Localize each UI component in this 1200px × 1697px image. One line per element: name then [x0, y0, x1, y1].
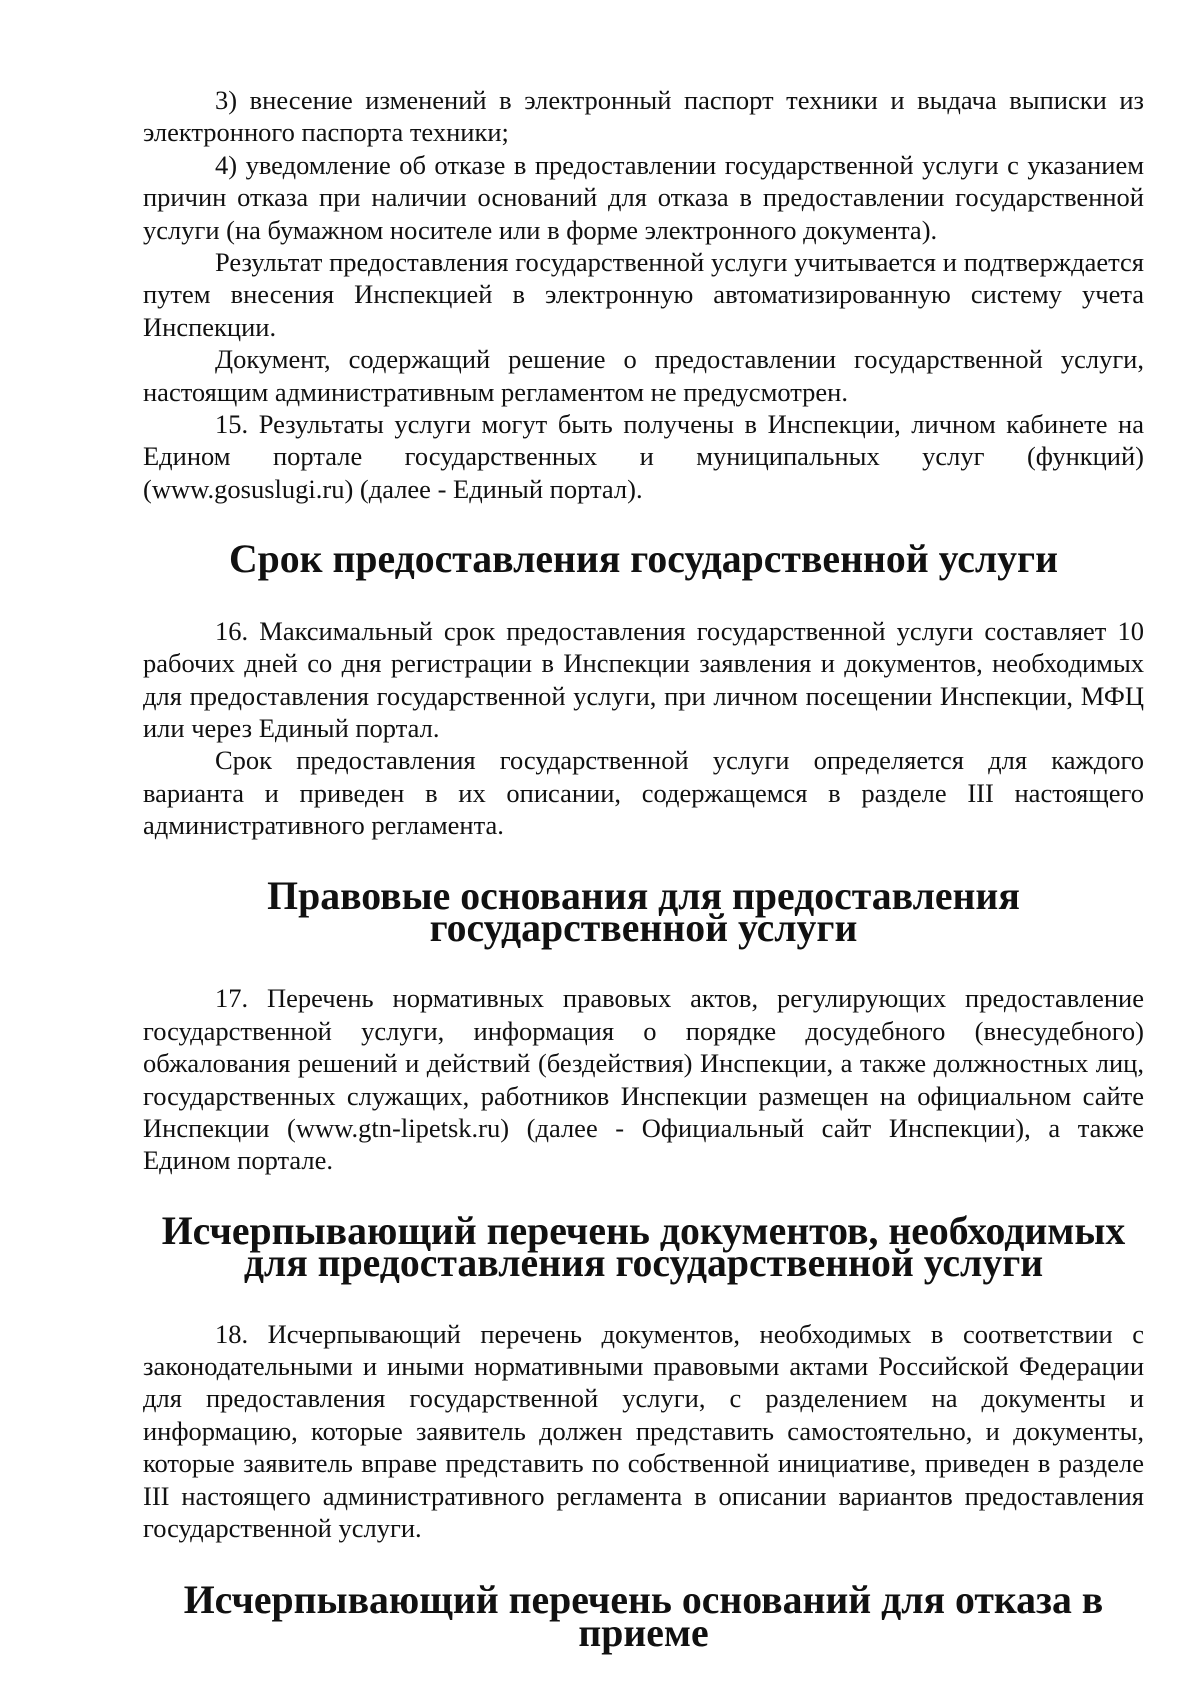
- section-heading-refusal: Исчерпывающий перечень оснований для отказа в приеме: [183, 1578, 1104, 1655]
- paragraph-item-3: 3) внесение изменений в электронный паспорт техники и выдача выписки из электронного паспорта техники;: [143, 85, 1144, 148]
- section-heading-term: Срок предоставления государственной услуги: [228, 537, 1059, 582]
- section-heading-legal: Правовые основания для предоставления государственной услуги: [267, 873, 1020, 950]
- paragraph-17: 17. Перечень нормативных правовых актов, регулирующих предоставление государственной услуги, информация о порядке досудебного (внесудебного) обжалования решений и действий (бездействия) Инспекции, а также должностных лиц, государственных служащих, работников Инспекции размещен на официальном сайте Инспекции (www.gtn-lipetsk.ru) (далее - Официальный сайт Инспекции), а также Едином портале.: [143, 983, 1144, 1176]
- section-heading-documents-line1: Исчерпывающий перечень документов, необходимых: [161, 1208, 1126, 1253]
- paragraph-16: 16. Максимальный срок предоставления государственной услуги составляет 10 рабочих дней со дня регистрации в Инспекции заявления и документов, необходимых для предоставления государственной услуги, при личном посещении Инспекции, МФЦ или через Единый портал.: [143, 615, 1144, 743]
- paragraph-document: Документ, содержащий решение о предоставлении государственной услуги, настоящим административным регламентом не предусмотрен.: [143, 344, 1144, 407]
- paragraph-18: 18. Исчерпывающий перечень документов, необходимых в соответствии с законодательными и иными нормативными правовыми актами Российской Федерации для предоставления государственной услуги, с разделением на документы и информацию, которые заявитель должен представить самостоятельно, и документы, которые заявитель вправе представить по собственной инициативе, приведен в разделе III настоящего административного регламента в описании вариантов предоставления государственной услуги.: [143, 1318, 1144, 1544]
- paragraph-15: 15. Результаты услуги могут быть получены в Инспекции, личном кабинете на Едином портале государственных и муниципальных услуг (функций) (www.gosuslugi.ru) (далее - Единый портал).: [143, 409, 1144, 504]
- paragraph-item-4: 4) уведомление об отказе в предоставлении государственной услуги с указанием причин отказа при наличии оснований для отказа в предоставлении государственной услуги (на бумажном носителе или в форме электронного документа).: [143, 149, 1144, 245]
- paragraph-term-variant: Срок предоставления государственной услуги определяется для каждого варианта и приведен в их описании, содержащемся в разделе III настоящего административного регламента.: [143, 745, 1144, 841]
- paragraph-result: Результат предоставления государственной услуги учитывается и подтверждается путем внесения Инспекцией в электронную автоматизированную систему учета Инспекции.: [143, 247, 1144, 342]
- section-heading-documents: [143, 1208, 1144, 1286]
- section-heading-documents-line2: для предоставления государственной услуги: [243, 1241, 1044, 1286]
